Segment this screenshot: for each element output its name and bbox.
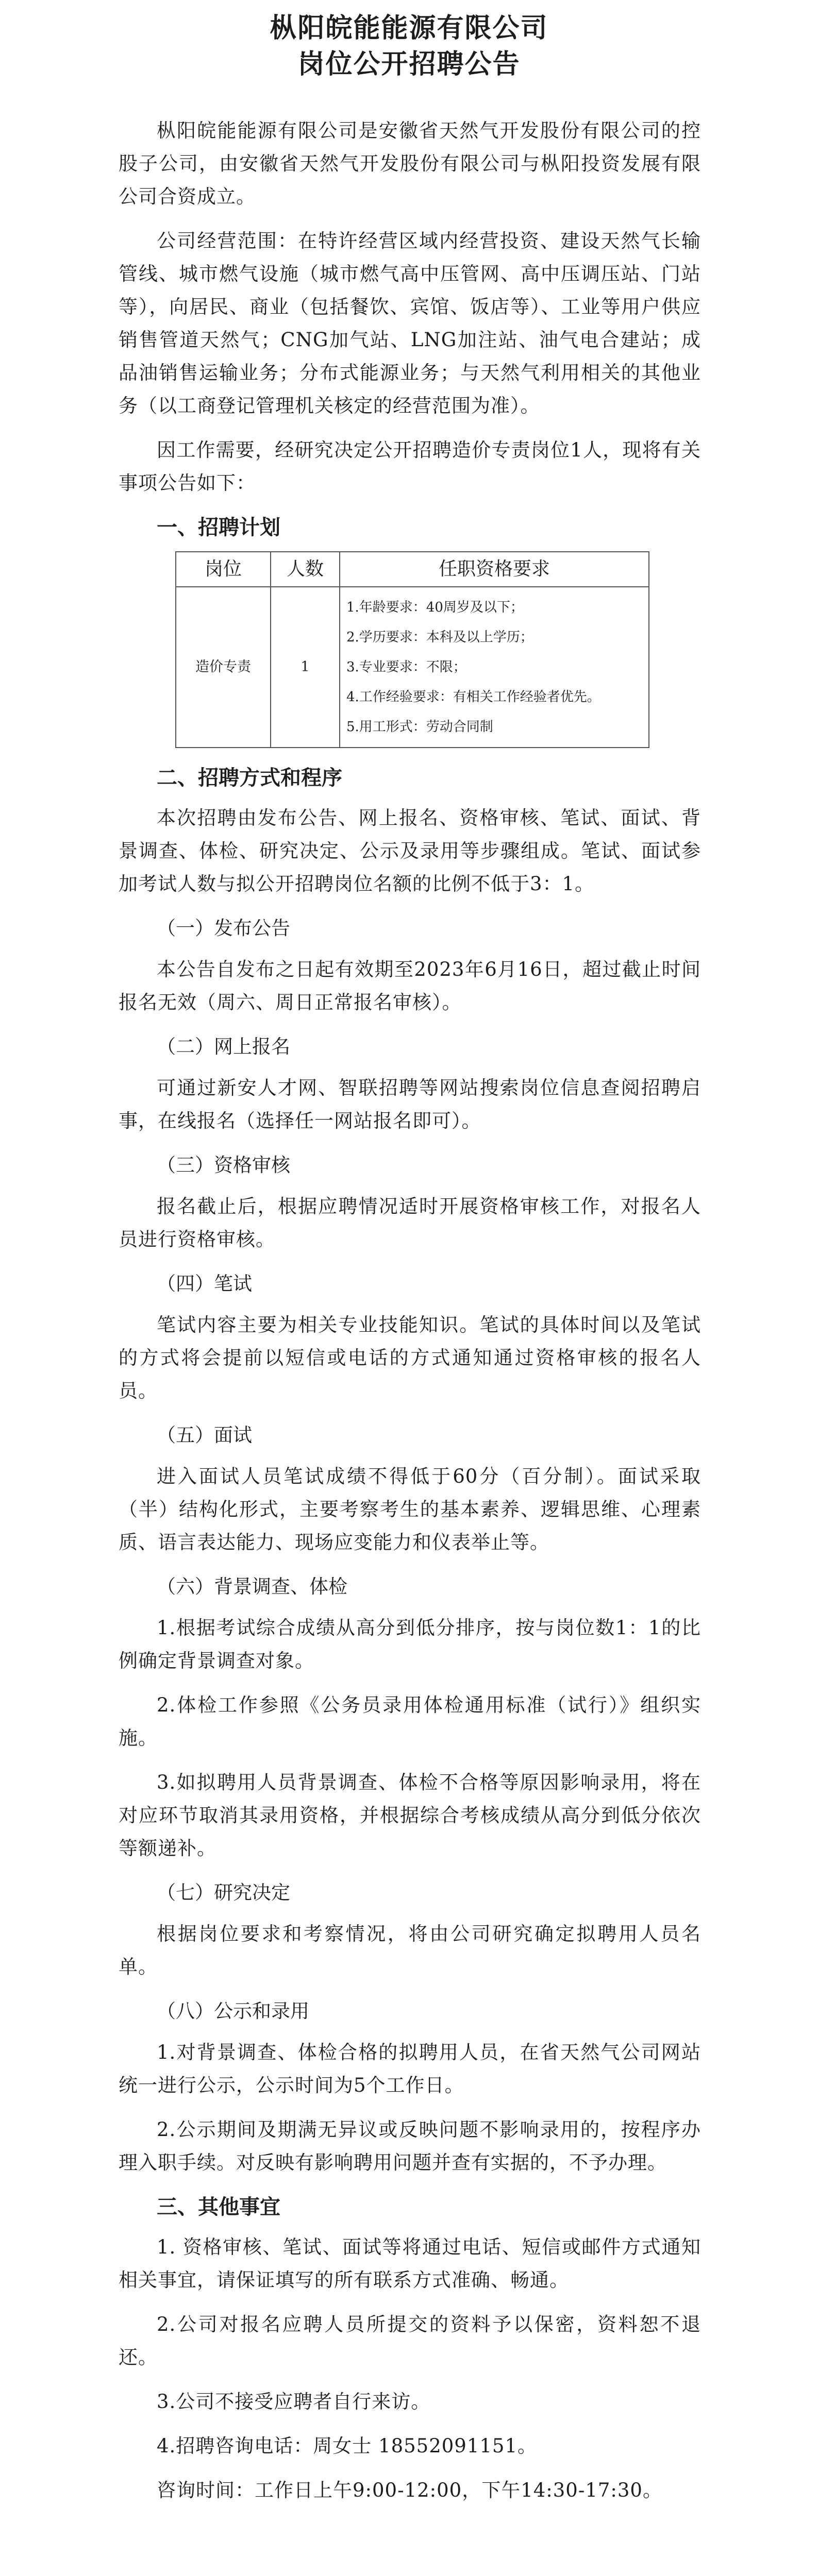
table-header-count: 人数 — [271, 552, 340, 587]
requirement-education: 2.学历要求：本科及以上学历； — [346, 630, 533, 645]
table-header-row — [176, 552, 649, 587]
table-cell-position: 造价专责 — [176, 587, 271, 748]
other-matters-paragraph-3: 3.公司不接受应聘者自行来访。 — [157, 2391, 431, 2413]
background-check-paragraph-3: 3.如拟聘用人员背景调查、体检不合格等原因影响录用，将在对应环节取消其录用资格，并根据综合考核成绩从高分到低分依次等额递补。 — [119, 1771, 701, 1859]
subsection-heading-background-check: （六）背景调查、体检 — [157, 1575, 347, 1598]
table-header-requirements: 任职资格要求 — [340, 552, 649, 587]
subsection-heading-announcement: （一）发布公告 — [157, 917, 290, 939]
subsection-heading-interview: （五）面试 — [157, 1424, 252, 1446]
subsection-heading-qualification-review: （三）资格审核 — [157, 1154, 290, 1176]
recruitment-plan-table — [175, 551, 649, 748]
subsection-heading-written-exam: （四）笔试 — [157, 1273, 252, 1295]
registration-paragraph: 可通过新安人才网、智联招聘等网站搜索岗位信息查阅招聘启事，在线报名（选择任一网站报名即可）。 — [119, 1077, 701, 1132]
table-cell-requirements — [340, 587, 649, 748]
publicity-paragraph-1: 1.对背景调查、体检合格的拟聘用人员，在省天然气公司网站统一进行公示，公示时间为5个工作日。 — [119, 2041, 701, 2096]
section-heading-other-matters: 三、其他事宜 — [157, 2195, 280, 2219]
subsection-heading-decision: （七）研究决定 — [157, 1882, 290, 1904]
interview-paragraph: 进入面试人员笔试成绩不得低于60分（百分制）。面试采取（半）结构化形式，主要考察考生的基本素养、逻辑思维、心理素质、语言表达能力、现场应变能力和仪表举止等。 — [119, 1465, 701, 1553]
other-matters-paragraph-1: 1. 资格审核、笔试、面试等将通过电话、短信或邮件方式通知相关事宜，请保证填写的所有联系方式准确、畅通。 — [119, 2236, 701, 2291]
methods-intro-paragraph: 本次招聘由发布公告、网上报名、资格审核、笔试、面试、背景调查、体检、研究决定、公示及录用等步骤组成。笔试、面试参加考试人数与拟公开招聘岗位名额的比例不低于3：1。 — [119, 807, 701, 895]
other-matters-paragraph-2: 2.公司对报名应聘人员所提交的资料予以保密，资料恕不退还。 — [119, 2313, 701, 2368]
requirement-age: 1.年龄要求：40周岁及以下； — [346, 600, 524, 615]
subsection-heading-online-registration: （二）网上报名 — [157, 1036, 290, 1058]
decision-paragraph: 根据岗位要求和考察情况，将由公司研究确定拟聘用人员名单。 — [119, 1923, 701, 1978]
review-paragraph: 报名截止后，根据应聘情况适时开展资格审核工作，对报名人员进行资格审核。 — [119, 1195, 701, 1250]
document-title-company: 枞阳皖能能源有限公司 — [270, 12, 548, 44]
document-body — [119, 114, 701, 2518]
intro-paragraph-3: 因工作需要，经研究决定公开招聘造价专责岗位1人，现将有关事项公告如下： — [119, 439, 701, 494]
subsection-heading-publicity: （八）公示和录用 — [157, 2000, 309, 2022]
intro-paragraph-2: 公司经营范围：在特许经营区域内经营投资、建设天然气长输管线、城市燃气设施（城市燃气高中压管网、高中压调压站、门站等），向居民、商业（包括餐饮、宾馆、饭店等）、工业等用户供应销售管道天然气；CNG加气站、LNG加注站、油气电合建站；成品油销售运输业务；分布式能源业务；与天然气利用相关的其他业务（以工商登记管理机关核定的经营范围为准）。 — [119, 230, 701, 417]
table-header-position: 岗位 — [176, 552, 271, 587]
intro-paragraph-1: 枞阳皖能能源有限公司是安徽省天然气开发股份有限公司的控股子公司，由安徽省天然气开发股份有限公司与枞阳投资发展有限公司合资成立。 — [119, 120, 701, 208]
requirement-experience: 4.工作经验要求：有相关工作经验者优先。 — [346, 689, 600, 705]
background-check-paragraph-2: 2.体检工作参照《公务员录用体检通用标准（试行）》组织实施。 — [119, 1694, 701, 1749]
table-cell-count: 1 — [271, 587, 340, 748]
announcement-paragraph: 本公告自发布之日起有效期至2023年6月16日，超过截止时间报名无效（周六、周日正常报名审核）。 — [119, 958, 701, 1013]
background-check-paragraph-1: 1.根据考试综合成绩从高分到低分排序，按与岗位数1：1的比例确定背景调查对象。 — [119, 1617, 701, 1672]
section-heading-methods: 二、招聘方式和程序 — [157, 766, 342, 790]
requirement-employment-type: 5.用工形式：劳动合同制 — [346, 719, 493, 735]
requirement-major: 3.专业要求：不限； — [346, 659, 466, 675]
publicity-paragraph-2: 2.公示期间及期满无异议或反映问题不影响录用的，按程序办理入职手续。对反映有影响聘用问题并查有实据的，不予办理。 — [119, 2119, 701, 2174]
document-title-subject: 岗位公开招聘公告 — [297, 48, 521, 80]
table-row — [176, 587, 649, 748]
contact-hours-paragraph: 咨询时间：工作日上午9:00-12:00，下午14:30-17:30。 — [157, 2479, 662, 2501]
section-heading-recruitment-plan: 一、招聘计划 — [157, 516, 280, 539]
contact-phone-paragraph: 4.招聘咨询电话：周女士 18552091151。 — [157, 2435, 538, 2457]
written-exam-paragraph: 笔试内容主要为相关专业技能知识。笔试的具体时间以及笔试的方式将会提前以短信或电话的方式通知通过资格审核的报名人员。 — [119, 1314, 701, 1402]
